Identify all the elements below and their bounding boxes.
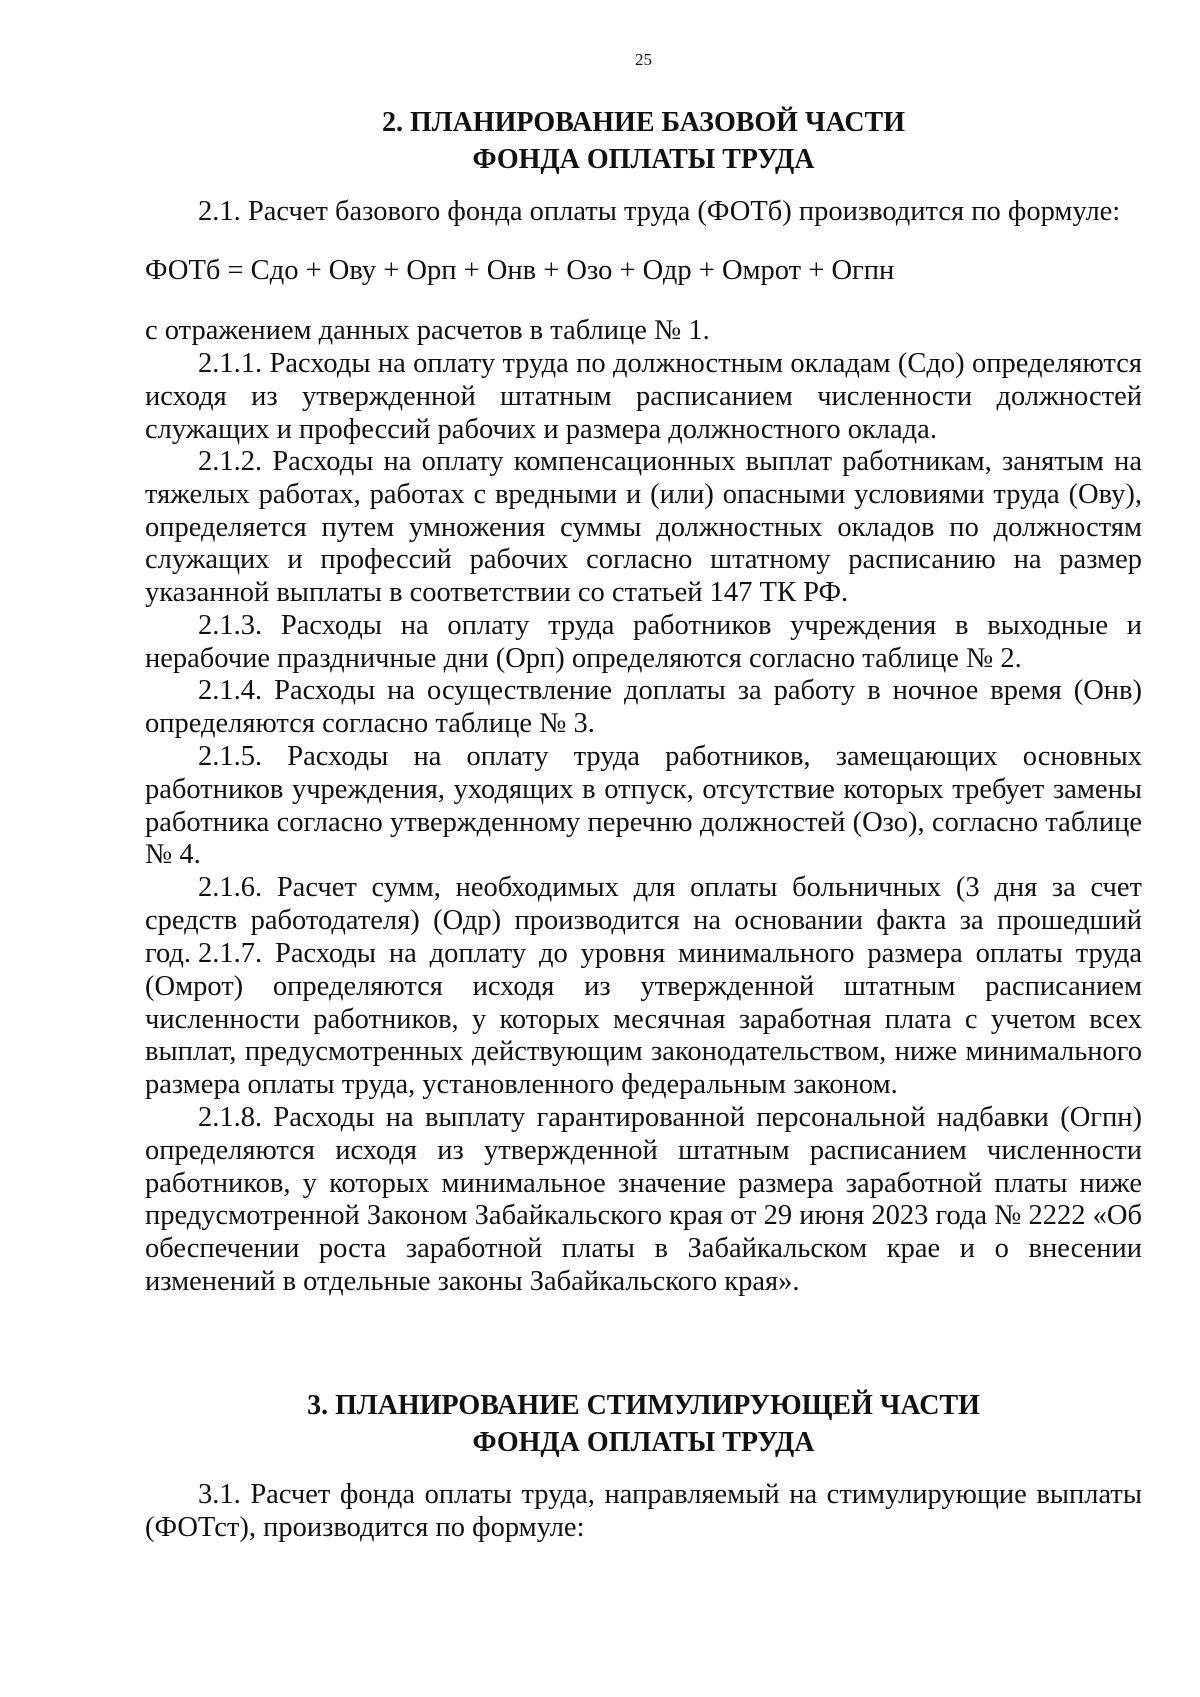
paragraph-2-1-5: 2.1.5. Расходы на оплату труда работников, замещающих основных работников учреждения, уходящих в отпуск, отсутствие которых требует замены работника согласно утвержденному перечню должностей (Озо), согласно таблице № 4. bbox=[145, 741, 1142, 871]
paragraph-2-1-1: 2.1.1. Расходы на оплату труда по должностным окладам (Сдо) определяются исходя из утвержденной штатным расписанием численности должностей служащих и профессий рабочих и размера должностного оклада. bbox=[145, 348, 1142, 445]
paragraph-2-1-4: 2.1.4. Расходы на осуществление доплаты за работу в ночное время (Онв) определяются согласно таблице № 3. bbox=[145, 675, 1142, 739]
page-number: 25 bbox=[635, 50, 652, 69]
section-2-heading bbox=[145, 104, 1142, 178]
paragraph-2-1-8: 2.1.8. Расходы на выплату гарантированной персональной надбавки (Огпн) определяются исходя из утвержденной штатным расписанием численности работников, у которых минимальное значение размера заработной платы ниже предусмотренной Законом Забайкальского края от 29 июня 2023 года № 2222 «Об обеспечении роста заработной платы в Забайкальском крае и о внесении изменений в отдельные законы Забайкальского края». bbox=[145, 1102, 1142, 1297]
paragraph-2-1-3: 2.1.3. Расходы на оплату труда работников учреждения в выходные и нерабочие праздничные дни (Орп) определяются согласно таблице № 2. bbox=[145, 610, 1142, 674]
paragraph-2-1-7: 2.1.7. Расходы на доплату до уровня минимального размера оплаты труда (Омрот) определяются исходя из утвержденной штатным расписанием численности работников, у которых месячная заработная плата с учетом всех выплат, предусмотренных действующим законодательством, ниже минимального размера оплаты труда, установленного федеральным законом. bbox=[145, 938, 1142, 1101]
section-2-heading-line2: ФОНДА ОПЛАТЫ ТРУДА bbox=[472, 144, 815, 175]
paragraph-2-1-2: 2.1.2. Расходы на оплату компенсационных выплат работникам, занятым на тяжелых работах, работах с вредными и (или) опасными условиями труда (Ову), определяется путем умножения суммы должностных окладов по должностям служащих и профессий рабочих согласно штатному расписанию на размер указанной выплаты в соответствии со статьей 147 ТК РФ. bbox=[145, 446, 1142, 609]
section-3-heading-line1: 3. ПЛАНИРОВАНИЕ СТИМУЛИРУЮЩЕЙ ЧАСТИ bbox=[307, 1390, 980, 1421]
document-page bbox=[145, 0, 1142, 1697]
formula-fotb: ФОТб = Сдо + Ову + Орп + Онв + Озо + Одр + Омрот + Огпн bbox=[145, 255, 895, 286]
paragraph-2-1: 2.1. Расчет базового фонда оплаты труда (ФОТб) производится по формуле: bbox=[198, 196, 1121, 227]
paragraph-3-1: 3.1. Расчет фонда оплаты труда, направляемый на стимулирующие выплаты (ФОТст), производится по формуле: bbox=[145, 1479, 1142, 1543]
section-3-heading bbox=[145, 1387, 1142, 1461]
paragraph-table-reference: с отражением данных расчетов в таблице № 1. bbox=[145, 315, 710, 346]
section-3-heading-line2: ФОНДА ОПЛАТЫ ТРУДА bbox=[472, 1427, 815, 1458]
paragraph-2-1-6: 2.1.6. Расчет сумм, необходимых для оплаты больничных (3 дня за счет средств работодателя) (Одр) производится на основании факта за прошедший год. bbox=[145, 872, 1142, 969]
section-2-heading-line1: 2. ПЛАНИРОВАНИЕ БАЗОВОЙ ЧАСТИ bbox=[381, 107, 906, 138]
